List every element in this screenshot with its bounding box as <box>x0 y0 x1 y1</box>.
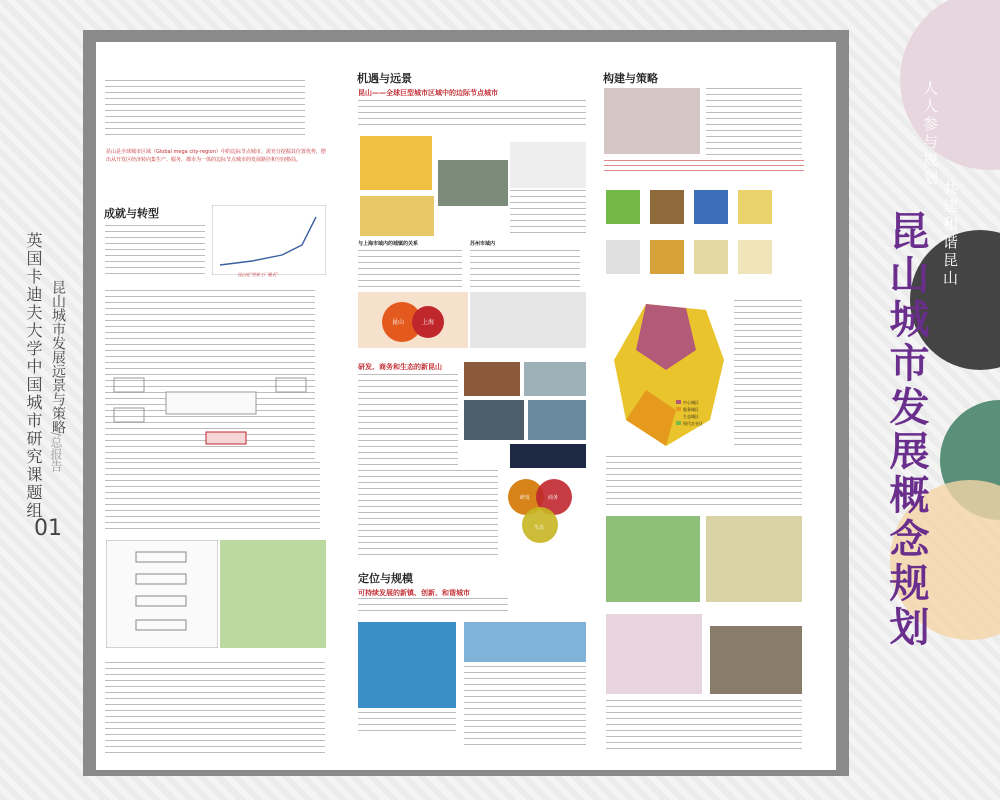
legend-3: 生态城区 <box>683 414 699 419</box>
shanghai-heading: 与上海市域内的城镇的关系 <box>358 241 419 247</box>
aerial-photo <box>710 626 802 694</box>
strategy-text <box>706 88 802 158</box>
lower-text <box>105 462 320 532</box>
positioning-heading: 定位与规模 <box>358 572 413 585</box>
photo-sunset <box>464 362 520 396</box>
slogan-2: 共建和谐昆山 <box>941 180 959 288</box>
growth-chart <box>212 205 326 275</box>
strategy-red-note <box>604 160 804 174</box>
district-text <box>606 456 802 506</box>
photo-lake <box>524 362 586 396</box>
mini-map-2 <box>650 190 684 224</box>
satellite-image <box>438 160 508 206</box>
mini-map-3 <box>694 190 728 224</box>
venn-diagram <box>500 475 580 555</box>
slogan-1: 人人参与规划 <box>921 80 939 188</box>
scale-table <box>358 622 456 708</box>
legend-4: 现代农业区 <box>683 421 703 426</box>
suzhou-heading: 苏州市域内 <box>470 241 496 247</box>
mini-map-5 <box>606 240 640 274</box>
research-text-2 <box>358 470 498 560</box>
photo-night <box>510 444 586 468</box>
research-heading: 研发、商务和生态的新昆山 <box>358 363 442 371</box>
opportunity-subheading: 昆山——全球巨型城市区域中的边际节点城市 <box>358 89 498 97</box>
plan-map-2 <box>706 516 802 602</box>
shanghai-text <box>358 250 462 290</box>
intro-text <box>105 80 305 140</box>
opportunity-text <box>358 100 586 128</box>
map-caption-text <box>510 190 586 234</box>
photo-water <box>528 400 586 440</box>
venn-label-business: 商务 <box>548 495 559 501</box>
venn-label-research: 研发 <box>520 495 531 501</box>
report-title: 昆山城市发展远景与策略 <box>50 280 66 434</box>
strategy-heading: 构建与策略 <box>603 72 658 85</box>
achievement-heading: 成就与转型 <box>104 207 159 220</box>
region-map-yellow <box>360 136 432 190</box>
regional-map-yellow <box>360 196 434 236</box>
strategy-map <box>604 88 700 154</box>
bottom-text <box>105 662 325 757</box>
mini-map-8 <box>738 240 772 274</box>
main-title: 昆山城市发展概念规划 <box>883 210 929 650</box>
photo-city <box>464 400 524 440</box>
kunshan-shanghai-map <box>358 292 468 348</box>
network-diagram <box>510 142 586 188</box>
university-title: 英国卡迪夫大学中国城市研究课题组 <box>24 232 43 520</box>
opportunity-heading: 机遇与远景 <box>357 72 412 85</box>
plan-map-3 <box>606 614 702 694</box>
research-text <box>358 374 458 466</box>
achievement-text <box>105 225 205 275</box>
mini-map-7 <box>694 240 728 274</box>
page-number: 01 <box>34 516 62 541</box>
legend-2: 服务城区 <box>683 407 699 412</box>
mini-map-1 <box>606 190 640 224</box>
chart-caption: 昆山处“世界工厂模式” <box>238 272 279 277</box>
suzhou-text <box>470 250 580 290</box>
city-map-green <box>220 540 326 648</box>
plan-text <box>606 700 802 750</box>
left-red-block: 昆山是全球城市区域（Global mega city-region）中的边际节点城市。需充分挖掘其位置优势，摆出从开发区经济转向集生产、服务、都市为一体的边际节点城市的发展路径和空间格局。 <box>106 149 326 163</box>
legend-1: 中心城区 <box>683 400 699 405</box>
mini-map-4 <box>738 190 772 224</box>
report-subtitle: /总报告 <box>49 432 63 473</box>
data-table <box>734 300 802 450</box>
positioning-subheading: 可持续发展的新镇、创新、和谐城市 <box>358 589 470 597</box>
population-table <box>464 622 586 662</box>
population-text <box>464 666 586 746</box>
kunshan-label: 昆山 <box>392 319 405 326</box>
flow-diagram <box>106 374 316 452</box>
venn-label-eco: 生态 <box>534 525 545 531</box>
structure-chart <box>106 540 218 648</box>
district-map <box>606 300 730 450</box>
positioning-text <box>358 598 508 612</box>
suzhou-map <box>470 292 586 348</box>
scale-table-note <box>358 712 456 732</box>
plan-map-1 <box>606 516 700 602</box>
shanghai-label: 上海 <box>422 319 435 326</box>
mini-map-6 <box>650 240 684 274</box>
